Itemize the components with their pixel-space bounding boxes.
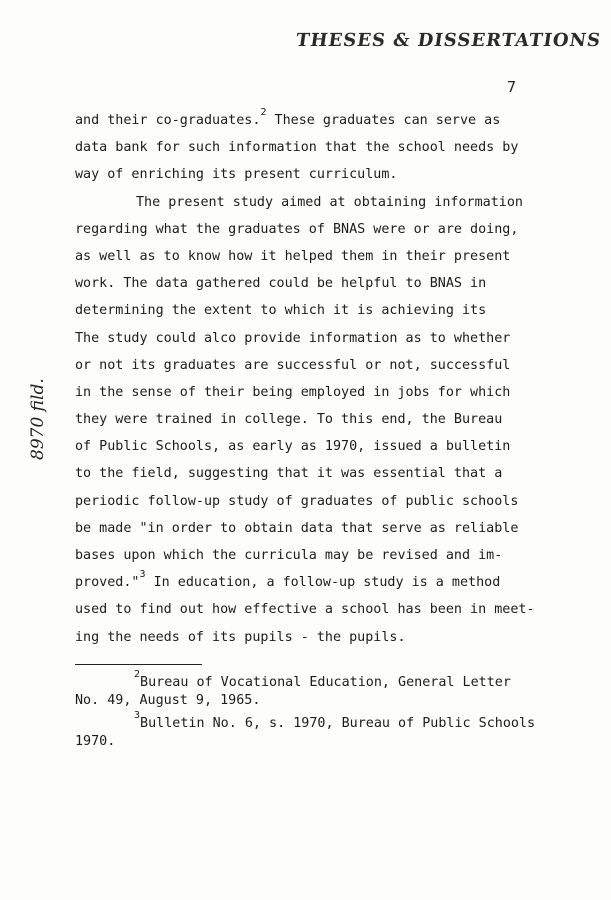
body-line: The study could alco provide information as to whether [75, 330, 511, 346]
footnote-2: $^2$Bureau of Vocational Education, General Letter [134, 669, 511, 690]
theses-stamp: THESES & DISSERTATIONS [294, 30, 603, 51]
body-line: periodic follow-up study of graduates of public schools [75, 493, 519, 509]
paragraph-start-line: The present study aimed at obtaining information [136, 194, 523, 210]
footnote-ref-2: 2 [260, 107, 267, 118]
body-line: bases upon which the curricula may be revised and im- [75, 548, 503, 563]
body-line: used to find out how effective a school has been in meet- [75, 602, 535, 618]
body-line: data bank for such information that the school needs by [75, 140, 519, 156]
body-line: and their co-graduates.$^2$ These graduates can serve as [75, 107, 501, 128]
body-line: proved."$^3$ In education, a follow-up study is a method [75, 569, 501, 591]
body-line: they were trained in college. To this end, the Bureau [75, 412, 503, 428]
footnote-3: $^3$Bulletin No. 6, s. 1970, Bureau of Public Schools [134, 710, 536, 731]
body-line: be made "in order to obtain data that serve as reliable [75, 520, 519, 536]
footnote-3-continuation: 1970. [75, 733, 116, 749]
body-line: work. The data gathered could be helpful to BNAS in [75, 276, 487, 292]
body-text [75, 107, 545, 651]
body-line: in the sense of their being employed in jobs for which [75, 384, 511, 400]
page-number: 7 [507, 78, 517, 96]
body-line: ing the needs of its pupils - the pupils. [75, 629, 406, 645]
body-line: way of enriching its present curriculum. [75, 167, 398, 183]
footnote-ref-3: 3 [139, 569, 146, 581]
body-line: of Public Schools, as early as 1970, issued a bulletin [75, 439, 511, 455]
body-line: determining the extent to which it is achieving its [75, 303, 487, 319]
footnote-2-continuation: No. 49, August 9, 1965. [75, 692, 261, 708]
body-line: to the field, suggesting that it was essential that a [75, 466, 503, 482]
footnotes [75, 669, 545, 750]
body-line: as well as to know how it helped them in their present [75, 248, 511, 264]
handwritten-margin-note: 8970 fild. [28, 378, 48, 460]
body-line: regarding what the graduates of BNAS were or are doing, [75, 221, 519, 237]
footnote-divider [75, 664, 202, 665]
body-line: or not its graduates are successful or not, successful [75, 357, 511, 373]
